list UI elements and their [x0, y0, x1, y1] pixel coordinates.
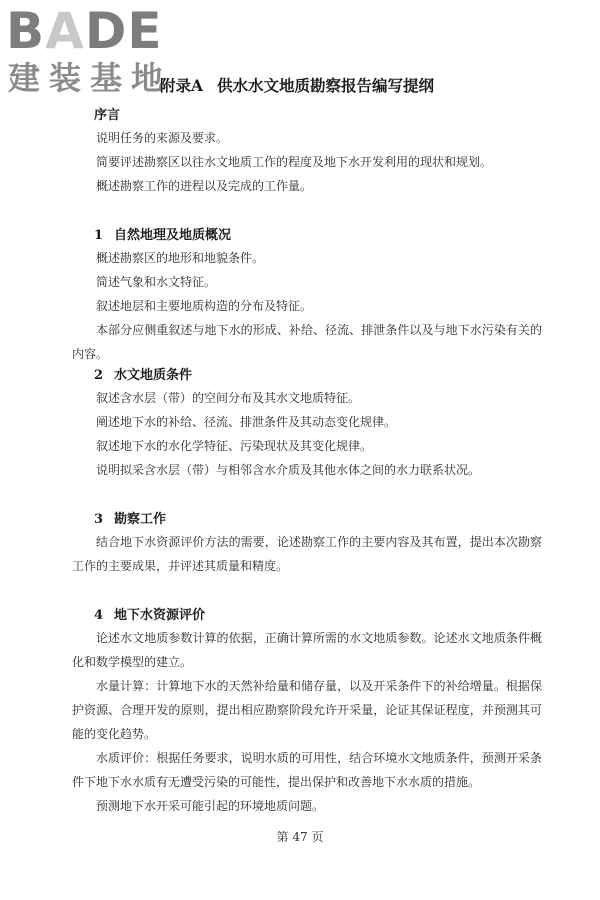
page-number: 第 47 页 — [276, 830, 324, 844]
watermark-logo — [6, 4, 181, 104]
paragraph: 水量计算：计算地下水的天然补给量和储存量，以及开采条件下的补给增量。根据保护资源、合理开发的原则，提出相应勘察阶段允许开采量，论证其保证程度，并预测其可能的变化趋势。 — [72, 679, 542, 741]
paragraph: 结合地下水资源评价方法的需要，论述勘察工作的主要内容及其布置，提出本次勘察工作的主要成果，并评述其质量和精度。 — [72, 535, 542, 573]
paragraph: 叙述含水层（带）的空间分布及其水文地质特征。 — [96, 391, 361, 405]
watermark-subtitle: 建装基地 — [8, 59, 173, 97]
paragraph: 本部分应侧重叙述与地下水的形成、补给、径流、排泄条件以及与地下水污染有关的内容。 — [72, 323, 542, 361]
watermark-brand: BADE — [6, 2, 163, 60]
paragraph: 说明任务的来源及要求。 — [96, 131, 229, 145]
section-heading-3: 3 勘察工作 — [94, 512, 167, 527]
paragraph: 说明拟采含水层（带）与相邻含水介质及其他水体之间的水力联系状况。 — [96, 463, 481, 477]
title-text: 供水水文地质勘察报告编写提纲 — [217, 76, 435, 95]
paragraph: 水质评价：根据任务要求，说明水质的可用性，结合环境水文地质条件，预测开采条件下地下水水质有无遭受污染的可能性，提出保护和改善地下水水质的措施。 — [72, 751, 542, 789]
paragraph: 概述勘察区的地形和地貌条件。 — [96, 251, 265, 265]
section-heading-2: 2 水文地质条件 — [94, 368, 193, 383]
paragraph: 叙述地层和主要地质构造的分布及特征。 — [96, 299, 313, 313]
appendix-label: 附录A — [160, 76, 204, 95]
paragraph: 叙述地下水的水化学特征、污染现状及其变化规律。 — [96, 439, 373, 453]
section-heading-4: 4 地下水资源评价 — [94, 608, 206, 623]
paragraph: 概述勘察工作的进程以及完成的工作量。 — [96, 179, 313, 193]
section-heading-1: 1 自然地理及地质概况 — [94, 228, 232, 243]
paragraph: 预测地下水开采可能引起的环境地质问题。 — [96, 799, 325, 813]
paragraph: 论述水文地质参数计算的依据，正确计算所需的水文地质参数。论述水文地质条件概化和数学模型的建立。 — [72, 631, 542, 669]
paragraph: 阐述地下水的补给、径流、排泄条件及其动态变化规律。 — [96, 415, 397, 429]
paragraph: 简述气象和水文特征。 — [96, 275, 217, 289]
document-body — [72, 106, 542, 818]
page-title — [160, 74, 434, 96]
section-heading-preface: 序言 — [94, 108, 121, 123]
paragraph: 简要评述勘察区以往水文地质工作的程度及地下水开发利用的现状和规划。 — [96, 155, 493, 169]
